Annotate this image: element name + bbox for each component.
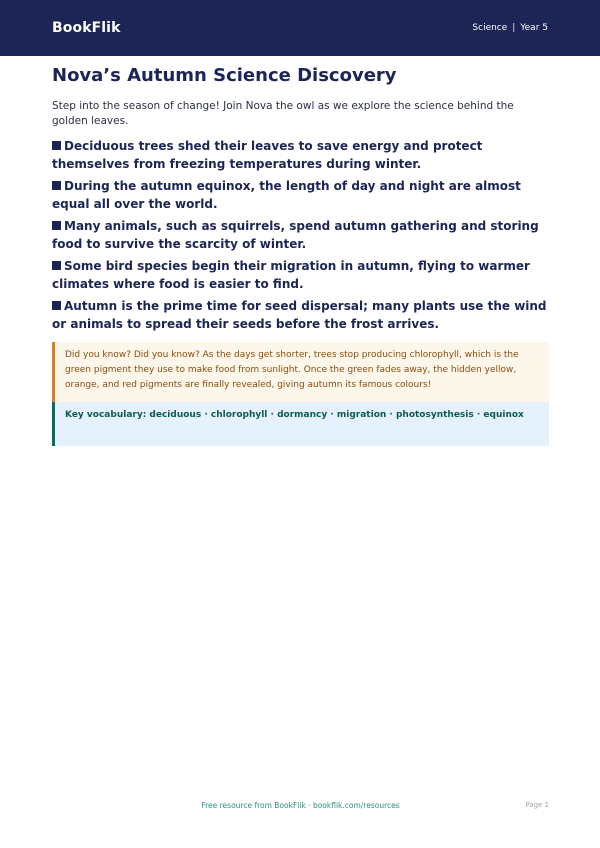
- intro-paragraph: Step into the season of change! Join Nova the owl as we explore the science behind the golden leaves.: [52, 100, 514, 127]
- fact-text: Autumn is the prime time for seed dispersal; many plants use the wind or animals to spread their seeds before the frost arrives.: [52, 299, 547, 331]
- page-title: Nova’s Autumn Science Discovery: [52, 65, 397, 86]
- page-number: Page 1: [525, 801, 549, 809]
- fact-text: Deciduous trees shed their leaves to save energy and protect themselves from freezing temperatures during winter.: [52, 139, 483, 171]
- square-bullet-icon: [52, 261, 61, 270]
- level-label: Year 5: [520, 23, 548, 33]
- footer-credit-link[interactable]: Free resource from BookFlik · bookflik.com/resources: [201, 801, 400, 810]
- fact-list: [52, 138, 549, 333]
- key-vocabulary-box: Key vocabulary: deciduous · chlorophyll · dormancy · migration · photosynthesis · equinox: [52, 402, 549, 446]
- did-you-know-callout: Did you know? Did you know? As the days get shorter, trees stop producing chlorophyll, which is the green pigment they use to make food from sunlight. Once the green fades away, the hidden yellow, orange, and red pigments are finally revealed, giving autumn its famous colours!: [52, 342, 549, 402]
- fact-text: Some bird species begin their migration in autumn, flying to warmer climates where food is easier to find.: [52, 259, 530, 291]
- square-bullet-icon: [52, 181, 61, 190]
- meta-separator: |: [512, 23, 516, 33]
- brand-logo[interactable]: BookFlik: [52, 20, 121, 36]
- fact-item: [52, 138, 549, 173]
- fact-item: [52, 218, 549, 253]
- square-bullet-icon: [52, 141, 61, 150]
- fact-text: During the autumn equinox, the length of day and night are almost equal all over the world.: [52, 179, 521, 211]
- fact-text: Many animals, such as squirrels, spend autumn gathering and storing food to survive the scarcity of winter.: [52, 219, 539, 251]
- fact-item: [52, 298, 549, 333]
- header-meta: [472, 23, 548, 33]
- main-content: [52, 64, 549, 446]
- page-header: [0, 0, 600, 56]
- fact-item: [52, 178, 549, 213]
- fact-item: [52, 258, 549, 293]
- square-bullet-icon: [52, 221, 61, 230]
- square-bullet-icon: [52, 301, 61, 310]
- subject-label: Science: [472, 23, 508, 33]
- page-footer: [52, 801, 549, 815]
